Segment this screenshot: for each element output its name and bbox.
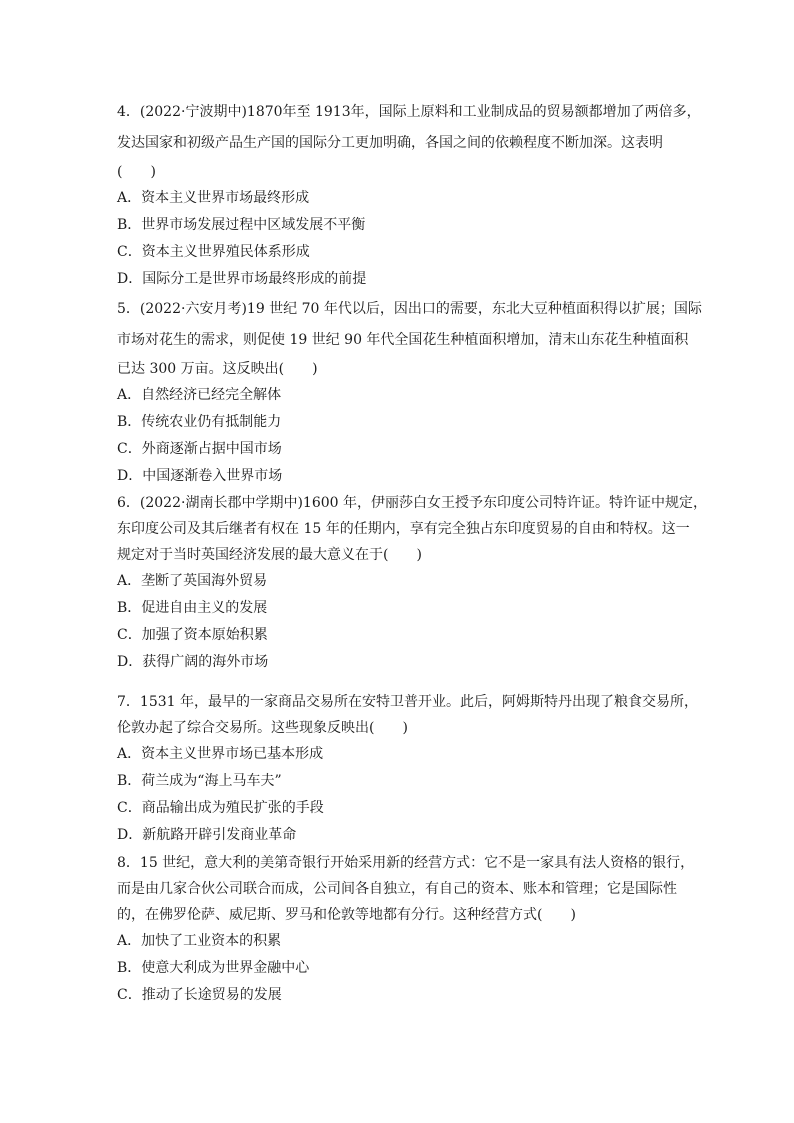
stem-line: 5．(2022·六安月考)19 世纪 70 年代以后，因出口的需要，东北大豆种植面积得以扩展；国际 xyxy=(117,301,702,317)
stem-line: ( ) xyxy=(117,164,156,180)
question-8 xyxy=(117,850,695,1009)
option-c: C．外商逐渐占据中国市场 xyxy=(117,441,282,457)
question-stem xyxy=(117,294,702,382)
option-a: A．垄断了英国海外贸易 xyxy=(117,573,268,589)
stem-line: 8．15 世纪，意大利的美第奇银行开始采用新的经营方式：它不是一家具有法人资格的银行， xyxy=(117,855,695,871)
stem-line: 6．(2022·湖南长郡中学期中)1600 年，伊丽莎白女王授予东印度公司特许证。特许证中规定， xyxy=(117,495,707,511)
option-b: B．传统农业仍有抵制能力 xyxy=(117,414,282,430)
question-stem xyxy=(117,490,707,568)
question-6 xyxy=(117,490,707,676)
option-d: D．获得广阔的海外市场 xyxy=(117,654,269,670)
stem-line: 伦敦办起了综合交易所。这些现象反映出( ) xyxy=(117,720,408,736)
option-c: C．加强了资本原始积累 xyxy=(117,627,268,643)
stem-line: 7．1531 年，最早的一家商品交易所在安特卫普开业。此后，阿姆斯特丹出现了粮食交易所， xyxy=(117,694,698,710)
stem-line: 市场对花生的需求，则促使 19 世纪 90 年代全国花生种植面积增加，清末山东花生种植面积 xyxy=(117,332,689,348)
option-b: B．促进自由主义的发展 xyxy=(117,600,268,616)
question-stem xyxy=(117,689,698,741)
option-d: D．新航路开辟引发商业革命 xyxy=(117,827,297,843)
stem-line: 4．(2022·宁波期中)1870年至 1913年，国际上原料和工业制成品的贸易额都增加了两倍多， xyxy=(117,104,701,120)
stem-line: 的，在佛罗伦萨、威尼斯、罗马和伦敦等地都有分行。这种经营方式( ) xyxy=(117,907,576,923)
option-a: A．加快了工业资本的积累 xyxy=(117,933,282,949)
question-7 xyxy=(117,689,698,849)
option-a: A．资本主义世界市场已基本形成 xyxy=(117,746,324,762)
option-a: A．资本主义世界市场最终形成 xyxy=(117,190,310,206)
option-b: B．使意大利成为世界金融中心 xyxy=(117,960,310,976)
option-d: D．国际分工是世界市场最终形成的前提 xyxy=(117,271,367,287)
stem-line: 而是由几家合伙公司联合而成，公司间各自独立，有自己的资本、账本和管理；它是国际性 xyxy=(117,881,677,897)
option-b: B．荷兰成为“海上马车夫” xyxy=(117,773,282,789)
question-stem xyxy=(117,97,701,185)
stem-line: 东印度公司及其后继者有权在 15 年的任期内，享有完全独占东印度贸易的自由和特权。这一 xyxy=(117,521,690,537)
question-4 xyxy=(117,97,701,293)
option-b: B．世界市场发展过程中区域发展不平衡 xyxy=(117,217,366,233)
option-c: C．商品输出成为殖民扩张的手段 xyxy=(117,800,324,816)
option-c: C．资本主义世界殖民体系形成 xyxy=(117,244,310,260)
option-c: C．推动了长途贸易的发展 xyxy=(117,987,282,1003)
stem-line: 规定对于当时英国经济发展的最大意义在于( ) xyxy=(117,547,422,563)
option-a: A．自然经济已经完全解体 xyxy=(117,387,282,403)
option-d: D．中国逐渐卷入世界市场 xyxy=(117,468,283,484)
stem-line: 已达 300 万亩。这反映出( ) xyxy=(117,361,318,377)
question-5 xyxy=(117,294,702,490)
stem-line: 发达国家和初级产品生产国的国际分工更加明确，各国之间的依赖程度不断加深。这表明 xyxy=(117,135,663,151)
question-stem xyxy=(117,850,695,928)
